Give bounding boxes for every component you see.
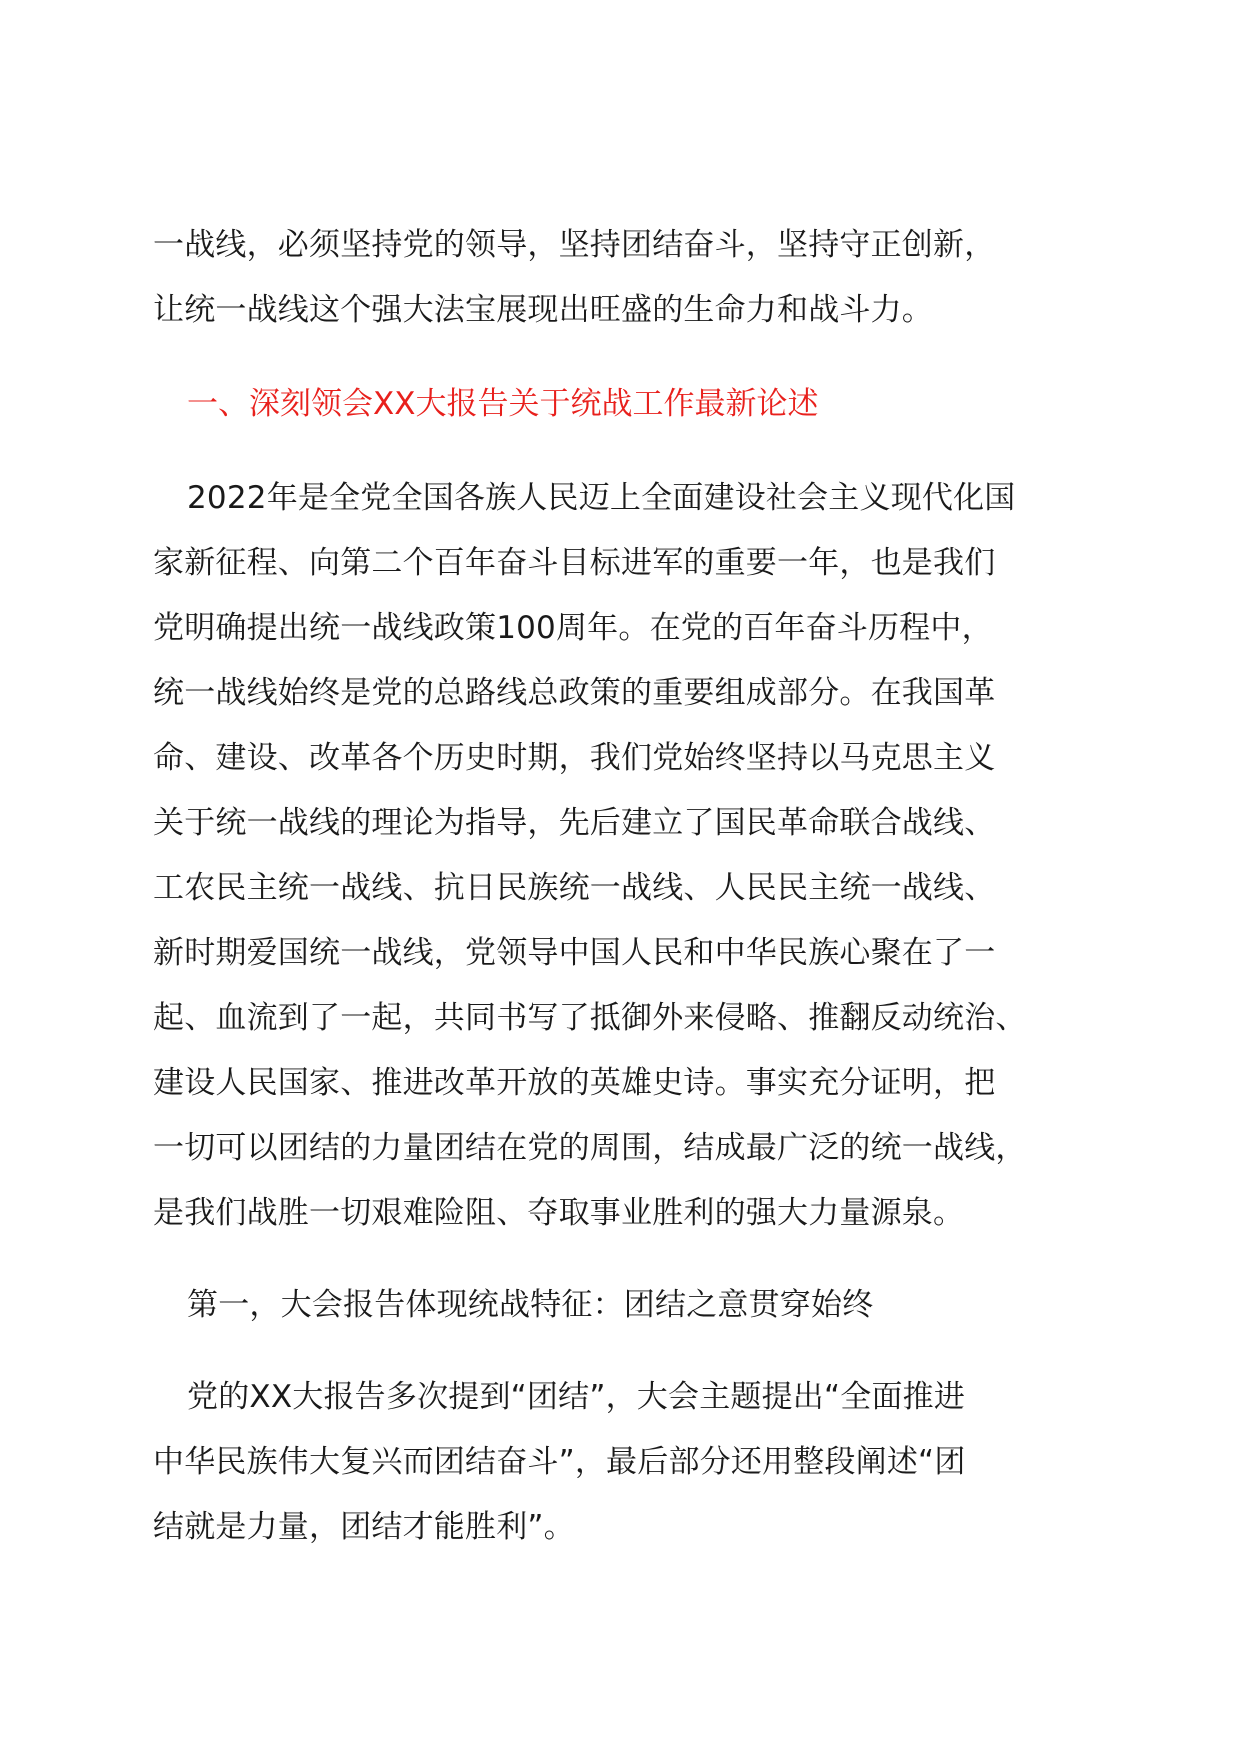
text-line: 建设人民国家、推进改革开放的英雄史诗。事实充分证明，把 xyxy=(153,1065,996,1101)
text-line: 是我们战胜一切艰难险阻、夺取事业胜利的强大力量源泉。 xyxy=(153,1195,965,1231)
text-line: 统一战线始终是党的总路线总政策的重要组成部分。在我国革 xyxy=(153,675,996,711)
document-body xyxy=(153,213,1088,1560)
subheading: 第一，大会报告体现统战特征：团结之意贯穿始终 xyxy=(187,1287,874,1323)
text-line: 命、建设、改革各个历史时期，我们党始终坚持以马克思主义 xyxy=(153,740,996,776)
text-line: 起、血流到了一起，共同书写了抵御外来侵略、推翻反动统治、 xyxy=(153,1000,1027,1036)
text-line: 一切可以团结的力量团结在党的周围，结成最广泛的统一战线， xyxy=(153,1130,1027,1166)
text-line: 新时期爱国统一战线，党领导中国人民和中华民族心聚在了一 xyxy=(153,935,996,971)
text-line: 工农民主统一战线、抗日民族统一战线、人民民主统一战线、 xyxy=(153,870,996,906)
text-line: 让统一战线这个强大法宝展现出旺盛的生命力和战斗力。 xyxy=(153,292,933,328)
text-line: 关于统一战线的理论为指导，先后建立了国民革命联合战线、 xyxy=(153,805,996,841)
text-line: 一战线，必须坚持党的领导，坚持团结奋斗，坚持守正创新， xyxy=(153,227,996,263)
text-line: 中华民族伟大复兴而团结奋斗”，最后部分还用整段阐述“团 xyxy=(153,1444,966,1480)
intro-paragraph xyxy=(153,213,1088,343)
paragraph-2 xyxy=(153,1365,1088,1560)
text-line: 党的XX大报告多次提到“团结”，大会主题提出“全面推进 xyxy=(187,1379,966,1415)
text-line: 结就是力量，团结才能胜利”。 xyxy=(153,1509,575,1545)
text-line: 党明确提出统一战线政策100周年。在党的百年奋斗历程中， xyxy=(153,610,993,646)
text-line: 家新征程、向第二个百年奋斗目标进军的重要一年，也是我们 xyxy=(153,545,996,581)
section-heading: 一、深刻领会XX大报告关于统战工作最新论述 xyxy=(187,386,819,422)
paragraph-1 xyxy=(153,466,1088,1246)
text-line: 2022年是全党全国各族人民迈上全面建设社会主义现代化国 xyxy=(187,480,1016,516)
